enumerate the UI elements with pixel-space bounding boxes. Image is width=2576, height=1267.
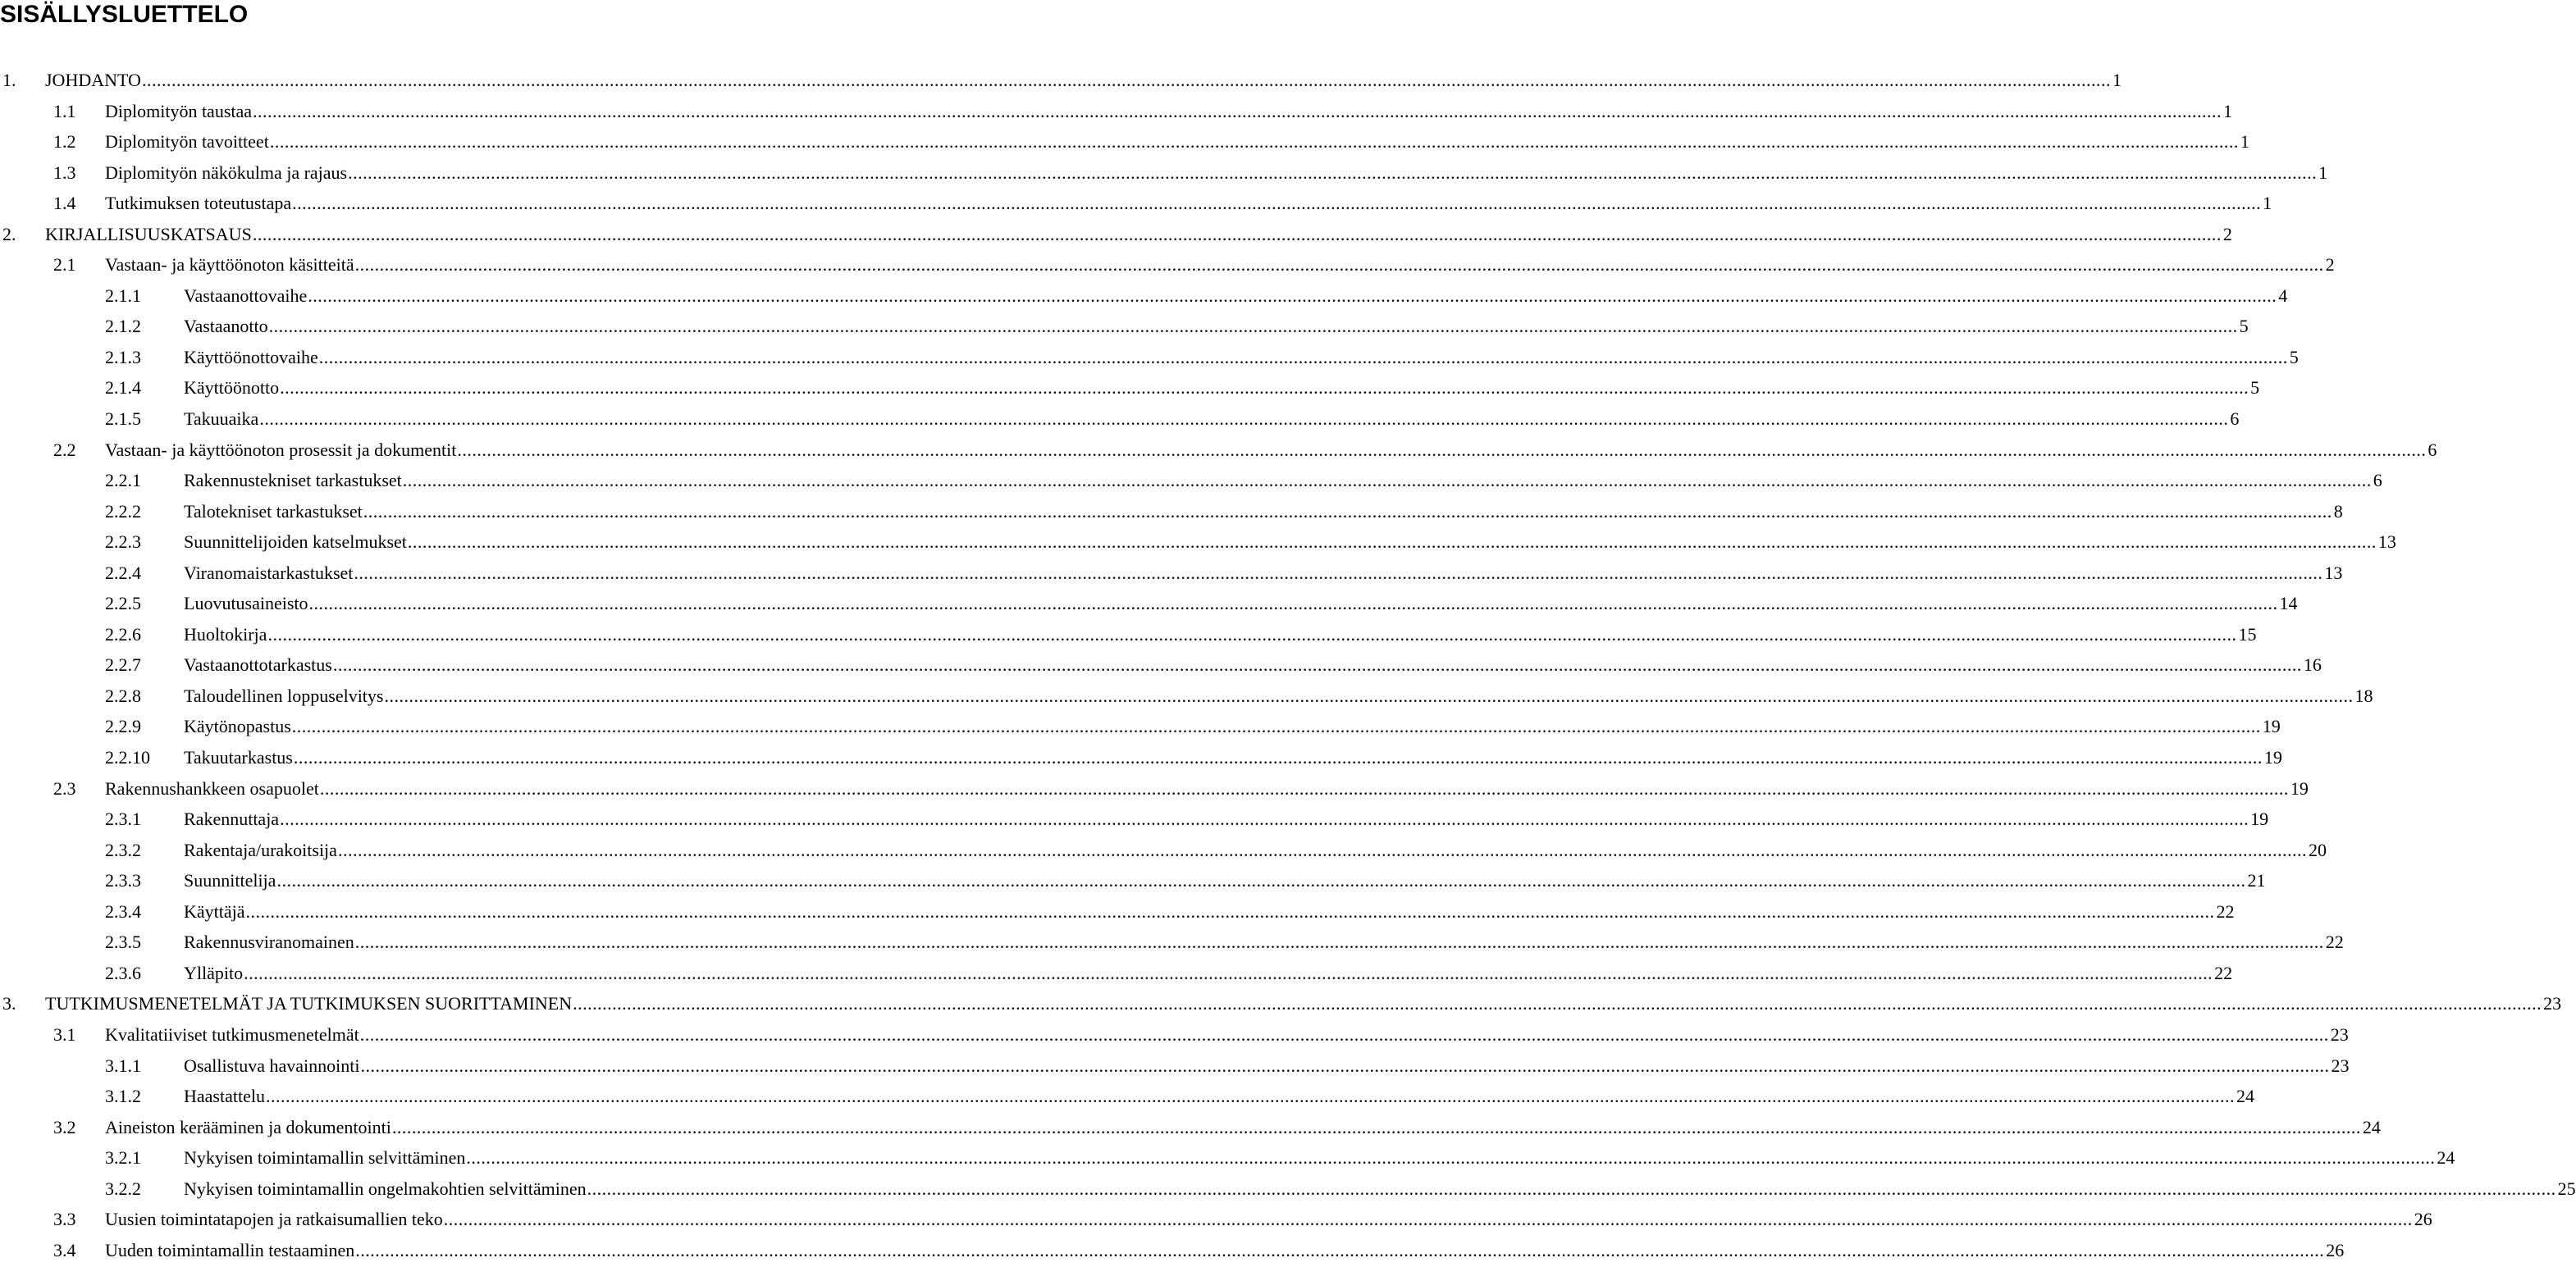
- toc-entry[interactable]: [0, 1175, 2576, 1206]
- toc-entry-page-number: 6: [2373, 470, 2382, 491]
- toc-entry-title: Rakennuttaja: [184, 809, 280, 830]
- toc-entry[interactable]: [0, 682, 2373, 713]
- toc-entry-line: [45, 223, 2232, 245]
- toc-dot-leader: ................................................................................................................................................................................................................................................................................................................................................................................................................: [291, 716, 2261, 737]
- toc-entry-line: [184, 623, 2257, 645]
- toc-entry[interactable]: [0, 898, 2235, 929]
- toc-entry-number: 3.2.1: [105, 1147, 141, 1169]
- toc-entry-title: Takuutarkastus: [184, 747, 293, 768]
- toc-entry-title: Rakennustekniset tarkastukset: [184, 470, 402, 491]
- toc-entry-line: [184, 716, 2281, 737]
- toc-entry-line: [184, 1055, 2350, 1077]
- toc-entry-number: 2.3.2: [105, 839, 141, 860]
- toc-entry-title: Rakennushankkeen osapuolet: [105, 777, 319, 799]
- toc-entry-page-number: 1: [2318, 162, 2328, 183]
- toc-entry[interactable]: [0, 805, 2269, 836]
- toc-entry-page-number: 13: [2377, 531, 2396, 553]
- toc-dot-leader: ................................................................................................................................................................................................................................................................................................................................................................................................................: [348, 162, 2318, 183]
- toc-entry-line: [184, 685, 2373, 707]
- toc-entry-title: Uusien toimintatapojen ja ratkaisumallien teko: [105, 1209, 443, 1230]
- toc-entry-number: 1.: [2, 70, 16, 90]
- toc-entry-line: [105, 439, 2437, 461]
- toc-entry-line: [184, 377, 2260, 399]
- toc-dot-leader: ................................................................................................................................................................................................................................................................................................................................................................................................................: [407, 531, 2377, 553]
- toc-entry-page-number: 25: [2557, 1178, 2576, 1199]
- toc-dot-leader: ................................................................................................................................................................................................................................................................................................................................................................................................................: [253, 100, 2222, 121]
- toc-entry-title: Rakennusviranomainen: [184, 932, 354, 953]
- toc-entry-line: [105, 1239, 2345, 1261]
- toc-dot-leader: ................................................................................................................................................................................................................................................................................................................................................................................................................: [276, 870, 2246, 891]
- toc-entry[interactable]: [0, 436, 2437, 467]
- toc-entry-title: Taloudellinen loppuselvitys: [184, 685, 384, 706]
- toc-entry-page-number: 23: [2543, 993, 2562, 1014]
- toc-entry-page-number: 26: [2326, 1239, 2345, 1260]
- toc-entry-title: Kvalitatiiviset tutkimusmenetelmät: [105, 1023, 359, 1045]
- toc-dot-leader: ................................................................................................................................................................................................................................................................................................................................................................................................................: [292, 193, 2262, 214]
- toc-entry-title: Osallistuva havainnointi: [184, 1055, 360, 1076]
- toc-entry-number: 3.2.2: [105, 1178, 141, 1199]
- toc-entry-line: [184, 346, 2299, 368]
- toc-entry-line: [184, 870, 2266, 891]
- toc-dot-leader: ................................................................................................................................................................................................................................................................................................................................................................................................................: [318, 346, 2288, 367]
- toc-entry-line: [105, 254, 2335, 276]
- toc-entry-title: Luovutusaineisto: [184, 593, 308, 614]
- toc-dot-leader: ................................................................................................................................................................................................................................................................................................................................................................................................................: [141, 70, 2111, 90]
- toc-entry-page-number: 2: [2222, 223, 2232, 244]
- toc-dot-leader: ................................................................................................................................................................................................................................................................................................................................................................................................................: [587, 1178, 2556, 1199]
- toc-entry-line: [184, 1178, 2576, 1200]
- toc-entry[interactable]: [0, 836, 2327, 868]
- toc-entry-line: [184, 839, 2327, 861]
- toc-entry-line: [184, 285, 2288, 307]
- toc-dot-leader: ................................................................................................................................................................................................................................................................................................................................................................................................................: [267, 623, 2237, 645]
- toc-entry-title: Tutkimuksen toteutustapa: [105, 193, 292, 214]
- toc-dot-leader: ................................................................................................................................................................................................................................................................................................................................................................................................................: [354, 254, 2324, 276]
- toc-entry-line: [184, 809, 2269, 830]
- toc-entry-page-number: 24: [2437, 1147, 2455, 1169]
- toc-entry[interactable]: [0, 282, 2288, 313]
- toc-entry[interactable]: [0, 1114, 2381, 1145]
- toc-entry-number: 3.1.2: [105, 1086, 141, 1107]
- toc-entry-line: [45, 993, 2562, 1014]
- toc-entry-number: 2.2.3: [105, 531, 141, 553]
- toc-entry[interactable]: [0, 251, 2335, 282]
- toc-entry-title: Takuuaika: [184, 408, 259, 430]
- toc-entry-number: 2.3.1: [105, 809, 141, 830]
- toc-entry-number: 1.3: [53, 162, 76, 183]
- toc-dot-leader: ................................................................................................................................................................................................................................................................................................................................................................................................................: [355, 1239, 2325, 1260]
- toc-entry-line: [105, 1209, 2432, 1230]
- toc-entry-number: 1.1: [53, 100, 76, 121]
- toc-entry-line: [184, 962, 2233, 984]
- toc-entry-number: 3.3: [53, 1209, 76, 1230]
- toc-entry-title: Käyttöönotto: [184, 377, 280, 399]
- toc-entry-page-number: 16: [2303, 654, 2322, 676]
- toc-entry-page-number: 19: [2263, 747, 2282, 768]
- toc-entry[interactable]: [0, 928, 2344, 959]
- toc-entry[interactable]: [0, 344, 2299, 375]
- toc-entry-number: 2.2.6: [105, 623, 141, 645]
- toc-entry-line: [184, 932, 2344, 953]
- toc-entry-page-number: 5: [2239, 316, 2249, 337]
- toc-entry-page-number: 1: [2112, 70, 2122, 90]
- toc-entry-number: 2.1: [53, 254, 76, 276]
- toc-entry[interactable]: [0, 1237, 2345, 1267]
- toc-entry-line: [105, 131, 2249, 153]
- toc-entry-page-number: 1: [2240, 131, 2249, 153]
- toc-dot-leader: ................................................................................................................................................................................................................................................................................................................................................................................................................: [265, 1086, 2235, 1107]
- toc-entry[interactable]: [0, 189, 2272, 221]
- toc-entry[interactable]: [0, 590, 2298, 621]
- toc-dot-leader: ................................................................................................................................................................................................................................................................................................................................................................................................................: [293, 747, 2263, 768]
- toc-entry-number: 3.4: [53, 1239, 76, 1260]
- toc-entry-page-number: 1: [2263, 193, 2272, 214]
- toc-entry-number: 3.1: [53, 1023, 76, 1045]
- toc-entry-number: 2.2.8: [105, 685, 141, 706]
- toc-entry-number: 2.3.3: [105, 870, 141, 891]
- toc-entry-title: Vastaanottotarkastus: [184, 654, 332, 676]
- toc-entry[interactable]: [0, 467, 2382, 498]
- toc-dot-leader: ................................................................................................................................................................................................................................................................................................................................................................................................................: [384, 685, 2354, 706]
- toc-dot-leader: ................................................................................................................................................................................................................................................................................................................................................................................................................: [319, 777, 2289, 799]
- toc-entry-page-number: 19: [2262, 716, 2281, 737]
- toc-entry-title: JOHDANTO: [45, 70, 141, 90]
- toc-entry[interactable]: [0, 98, 2233, 129]
- toc-entry-title: Käytönopastus: [184, 716, 291, 737]
- toc-entry-page-number: 24: [2236, 1086, 2254, 1107]
- toc-entry-page-number: 5: [2289, 346, 2299, 367]
- toc-dot-leader: ................................................................................................................................................................................................................................................................................................................................................................................................................: [308, 593, 2278, 614]
- toc-entry-page-number: 15: [2238, 623, 2257, 645]
- toc-entry-page-number: 24: [2362, 1116, 2381, 1137]
- toc-entry-number: 3.1.1: [105, 1055, 141, 1076]
- toc-entry-line: [105, 1023, 2349, 1046]
- toc-entry-page-number: 6: [2230, 408, 2240, 430]
- toc-entry-line: [184, 500, 2343, 522]
- toc-entry-line: [184, 593, 2298, 614]
- toc-entry-title: Käyttöönottovaihe: [184, 346, 318, 367]
- toc-entry[interactable]: [0, 66, 2122, 98]
- toc-entry-number: 2.1.2: [105, 316, 141, 337]
- toc-dot-leader: ................................................................................................................................................................................................................................................................................................................................................................................................................: [269, 131, 2239, 153]
- toc-entry-line: [184, 1147, 2455, 1169]
- toc-entry-number: 2.1.4: [105, 377, 141, 399]
- toc-dot-leader: ................................................................................................................................................................................................................................................................................................................................................................................................................: [363, 500, 2332, 522]
- toc-entry-page-number: 23: [2331, 1055, 2350, 1076]
- toc-entry-number: 3.2: [53, 1116, 76, 1137]
- toc-entry[interactable]: [0, 159, 2328, 190]
- toc-entry-line: [184, 747, 2282, 768]
- toc-entry[interactable]: [0, 867, 2266, 898]
- toc-entry[interactable]: [0, 1082, 2254, 1114]
- toc-dot-leader: ................................................................................................................................................................................................................................................................................................................................................................................................................: [280, 377, 2249, 399]
- toc-entry-title: Käyttäjä: [184, 900, 245, 922]
- toc-entry-line: [105, 777, 2309, 800]
- toc-entry[interactable]: [0, 374, 2260, 405]
- table-of-contents: [0, 66, 2576, 1267]
- toc-entry-line: [105, 100, 2233, 122]
- toc-entry-title: Haastattelu: [184, 1086, 265, 1107]
- toc-entry-title: Diplomityön tavoitteet: [105, 131, 269, 153]
- toc-entry-line: [184, 470, 2382, 491]
- toc-dot-leader: ................................................................................................................................................................................................................................................................................................................................................................................................................: [268, 316, 2238, 337]
- toc-dot-leader: ................................................................................................................................................................................................................................................................................................................................................................................................................: [280, 809, 2249, 830]
- toc-entry-title: Huoltokirja: [184, 623, 267, 645]
- toc-entry-page-number: 22: [2214, 962, 2233, 983]
- toc-dot-leader: ................................................................................................................................................................................................................................................................................................................................................................................................................: [308, 285, 2277, 306]
- toc-entry-number: 2.2.1: [105, 470, 141, 491]
- toc-entry[interactable]: [0, 651, 2322, 682]
- toc-entry-page-number: 23: [2330, 1023, 2349, 1045]
- toc-entry[interactable]: [0, 990, 2562, 1021]
- toc-dot-leader: ................................................................................................................................................................................................................................................................................................................................................................................................................: [457, 439, 2427, 460]
- toc-entry-number: 1.2: [53, 131, 76, 153]
- toc-dot-leader: ................................................................................................................................................................................................................................................................................................................................................................................................................: [354, 562, 2323, 583]
- toc-entry-title: Nykyisen toimintamallin ongelmakohtien selvittäminen: [184, 1178, 587, 1199]
- toc-entry-line: [184, 316, 2249, 337]
- toc-entry-title: Suunnittelija: [184, 870, 276, 891]
- toc-entry-title: Aineiston kerääminen ja dokumentointi: [105, 1116, 391, 1137]
- toc-entry-page-number: 8: [2333, 500, 2343, 522]
- toc-entry[interactable]: [0, 959, 2233, 991]
- toc-entry[interactable]: [0, 1144, 2455, 1175]
- toc-dot-leader: ................................................................................................................................................................................................................................................................................................................................................................................................................: [573, 993, 2542, 1014]
- toc-entry-line: [105, 193, 2272, 214]
- toc-entry-number: 2.3: [53, 777, 76, 799]
- toc-entry-number: 1.4: [53, 193, 76, 214]
- toc-entry-page-number: 19: [2250, 809, 2269, 830]
- toc-entry[interactable]: [0, 559, 2343, 590]
- toc-entry-number: 2.2.10: [105, 747, 150, 768]
- toc-dot-leader: ................................................................................................................................................................................................................................................................................................................................................................................................................: [354, 932, 2324, 953]
- toc-entry-page-number: 20: [2308, 839, 2327, 860]
- toc-entry-page-number: 19: [2290, 777, 2309, 799]
- toc-entry[interactable]: [0, 405, 2240, 436]
- toc-entry[interactable]: [0, 528, 2396, 559]
- toc-entry-title: Talotekniset tarkastukset: [184, 500, 363, 522]
- toc-dot-leader: ................................................................................................................................................................................................................................................................................................................................................................................................................: [245, 900, 2215, 922]
- toc-entry-line: [184, 408, 2240, 430]
- toc-entry-page-number: 2: [2325, 254, 2335, 276]
- toc-entry-line: [184, 654, 2322, 676]
- toc-entry-line: [45, 70, 2122, 91]
- toc-entry-page-number: 1: [2223, 100, 2233, 121]
- toc-entry-number: 2.2.2: [105, 500, 141, 522]
- toc-entry-line: [184, 900, 2235, 923]
- toc-entry-number: 3.: [2, 993, 16, 1014]
- toc-entry-number: 2.1.1: [105, 285, 141, 306]
- toc-dot-leader: ................................................................................................................................................................................................................................................................................................................................................................................................................: [259, 408, 2229, 430]
- toc-entry-page-number: 6: [2428, 439, 2437, 460]
- toc-dot-leader: ................................................................................................................................................................................................................................................................................................................................................................................................................: [466, 1147, 2436, 1169]
- toc-entry-number: 2.1.5: [105, 408, 141, 430]
- toc-dot-leader: ................................................................................................................................................................................................................................................................................................................................................................................................................: [359, 1023, 2329, 1045]
- toc-dot-leader: ................................................................................................................................................................................................................................................................................................................................................................................................................: [252, 223, 2222, 244]
- toc-entry[interactable]: [0, 498, 2343, 529]
- toc-entry-line: [184, 1086, 2254, 1107]
- toc-entry[interactable]: [0, 713, 2281, 744]
- page-title: SISÄLLYSLUETTELO: [0, 1, 249, 28]
- toc-entry-number: 2.2.5: [105, 593, 141, 614]
- toc-entry-page-number: 5: [2250, 377, 2260, 399]
- toc-entry-title: Uuden toimintamallin testaaminen: [105, 1239, 355, 1260]
- toc-entry[interactable]: [0, 621, 2257, 652]
- toc-entry-page-number: 22: [2216, 900, 2235, 922]
- toc-entry-title: Vastaan- ja käyttöönoton prosessit ja dokumentit: [105, 439, 457, 460]
- toc-entry-number: 2.: [2, 223, 16, 244]
- toc-entry-number: 2.2.9: [105, 716, 141, 737]
- toc-dot-leader: ................................................................................................................................................................................................................................................................................................................................................................................................................: [391, 1116, 2361, 1137]
- toc-entry-title: Rakentaja/urakoitsija: [184, 839, 337, 860]
- toc-entry-number: 2.2.7: [105, 654, 141, 676]
- toc-entry-title: TUTKIMUSMENETELMÄT JA TUTKIMUKSEN SUORITTAMINEN: [45, 993, 573, 1014]
- toc-dot-leader: ................................................................................................................................................................................................................................................................................................................................................................................................................: [337, 839, 2307, 860]
- toc-entry-line: [105, 1116, 2381, 1138]
- toc-dot-leader: ................................................................................................................................................................................................................................................................................................................................................................................................................: [443, 1209, 2413, 1230]
- toc-entry-title: Suunnittelijoiden katselmukset: [184, 531, 407, 553]
- toc-entry-title: Diplomityön taustaa: [105, 100, 253, 121]
- toc-entry-page-number: 18: [2354, 685, 2373, 706]
- toc-entry-title: Diplomityön näkökulma ja rajaus: [105, 162, 348, 183]
- toc-entry[interactable]: [0, 1021, 2349, 1052]
- toc-entry-page-number: 13: [2324, 562, 2343, 583]
- toc-entry-page-number: 22: [2325, 932, 2344, 953]
- toc-entry[interactable]: [0, 1205, 2432, 1237]
- toc-entry-number: 2.2: [53, 439, 76, 460]
- toc-dot-leader: ................................................................................................................................................................................................................................................................................................................................................................................................................: [402, 470, 2372, 491]
- toc-entry-title: Viranomaistarkastukset: [184, 562, 354, 583]
- toc-entry-page-number: 14: [2279, 593, 2298, 614]
- toc-entry-title: KIRJALLISUUSKATSAUS: [45, 223, 252, 244]
- toc-entry-page-number: 26: [2414, 1209, 2432, 1230]
- toc-entry-number: 2.3.4: [105, 900, 141, 922]
- toc-dot-leader: ................................................................................................................................................................................................................................................................................................................................................................................................................: [360, 1055, 2330, 1076]
- toc-entry-number: 2.2.4: [105, 562, 141, 583]
- toc-entry-line: [184, 562, 2343, 584]
- toc-entry-line: [184, 531, 2396, 553]
- toc-entry[interactable]: [0, 775, 2309, 806]
- toc-entry-number: 2.1.3: [105, 346, 141, 367]
- toc-entry-page-number: 21: [2247, 870, 2266, 891]
- toc-entry[interactable]: [0, 128, 2249, 159]
- toc-entry-number: 2.3.6: [105, 962, 141, 983]
- toc-entry-title: Ylläpito: [184, 962, 244, 983]
- toc-entry-title: Vastaanottovaihe: [184, 285, 308, 306]
- toc-entry-title: Vastaanotto: [184, 316, 268, 337]
- toc-entry-page-number: 4: [2278, 285, 2288, 306]
- toc-dot-leader: ................................................................................................................................................................................................................................................................................................................................................................................................................: [244, 962, 2213, 983]
- toc-entry[interactable]: [0, 744, 2282, 775]
- toc-entry[interactable]: [0, 221, 2232, 252]
- toc-entry-line: [105, 162, 2328, 184]
- toc-entry-number: 2.3.5: [105, 932, 141, 953]
- toc-entry[interactable]: [0, 312, 2249, 344]
- toc-entry-title: Nykyisen toimintamallin selvittäminen: [184, 1147, 466, 1169]
- toc-entry[interactable]: [0, 1052, 2350, 1083]
- toc-dot-leader: ................................................................................................................................................................................................................................................................................................................................................................................................................: [332, 654, 2302, 676]
- toc-entry-title: Vastaan- ja käyttöönoton käsitteitä: [105, 254, 354, 276]
